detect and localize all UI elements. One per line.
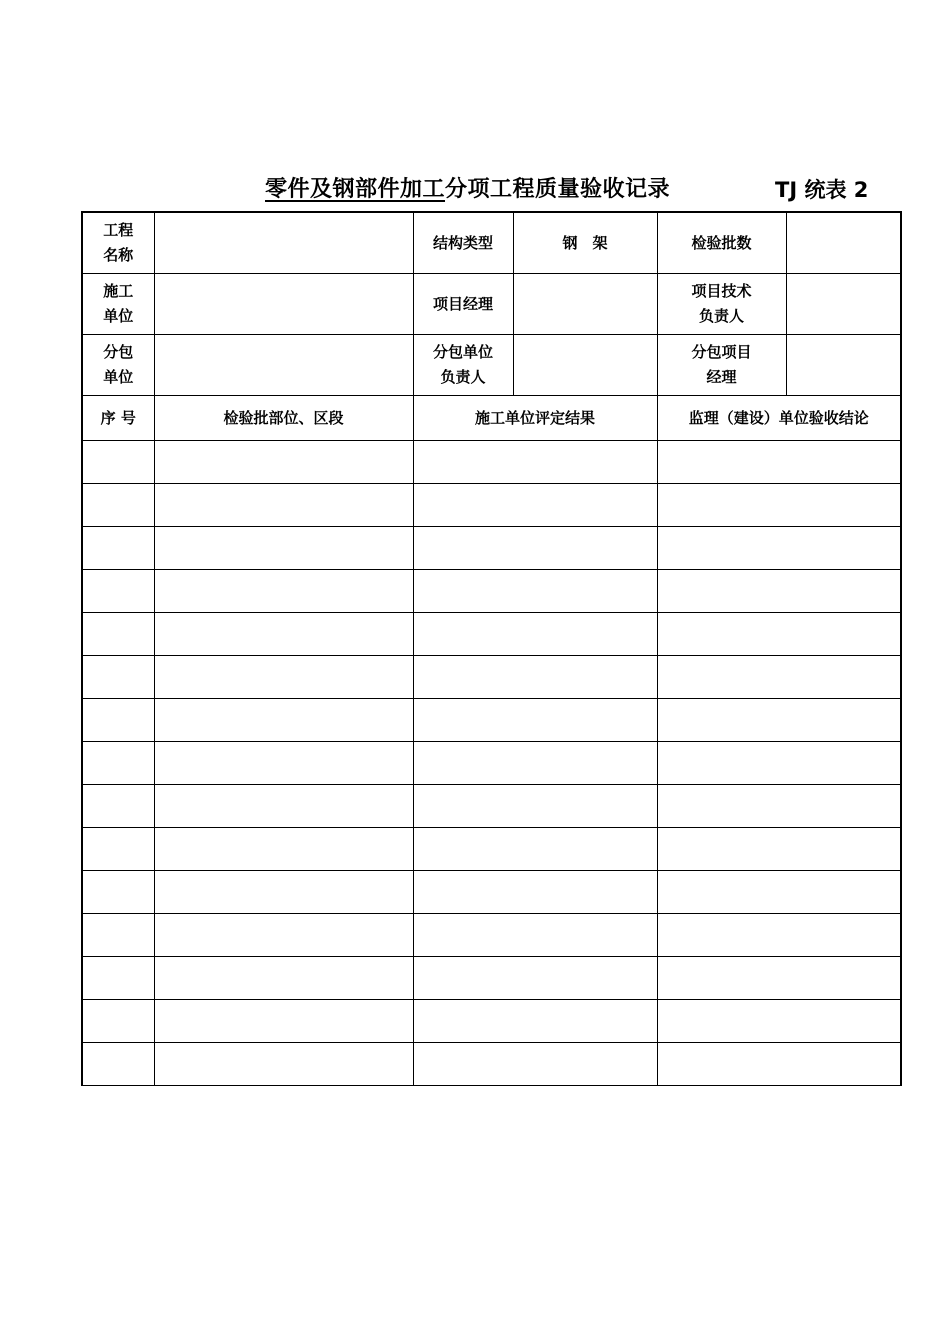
row-lot-location-cell[interactable]	[154, 914, 413, 957]
row-lot-location-cell[interactable]	[154, 828, 413, 871]
contractor-field[interactable]	[154, 274, 413, 335]
row-lot-location-cell[interactable]	[154, 957, 413, 1000]
row-lot-location-cell[interactable]	[154, 1000, 413, 1043]
row-contractor-result-cell[interactable]	[413, 441, 657, 484]
table-row	[82, 441, 901, 484]
row-supervisor-conclusion-cell[interactable]	[657, 441, 901, 484]
tech-lead-field[interactable]	[786, 274, 901, 335]
table-row	[82, 828, 901, 871]
row-seq-cell[interactable]	[82, 656, 154, 699]
table-row	[82, 570, 901, 613]
page-title	[265, 172, 670, 203]
table-row	[82, 613, 901, 656]
row-contractor-result-cell[interactable]	[413, 742, 657, 785]
row-contractor-result-cell[interactable]	[413, 699, 657, 742]
row-seq-cell[interactable]	[82, 1000, 154, 1043]
contractor-label: 施工 单位	[82, 274, 154, 335]
data-rows	[82, 441, 901, 1086]
row-supervisor-conclusion-cell[interactable]	[657, 527, 901, 570]
row-supervisor-conclusion-cell[interactable]	[657, 570, 901, 613]
row-lot-location-cell[interactable]	[154, 484, 413, 527]
row-lot-location-cell[interactable]	[154, 613, 413, 656]
structure-type-label: 结构类型	[413, 212, 513, 274]
row-seq-cell[interactable]	[82, 957, 154, 1000]
row-lot-location-cell[interactable]	[154, 656, 413, 699]
table-row	[82, 914, 901, 957]
row-seq-cell[interactable]	[82, 699, 154, 742]
row-contractor-result-cell[interactable]	[413, 484, 657, 527]
form-code: TJ 统表 2	[775, 178, 869, 202]
col-header-seq: 序 号	[82, 396, 154, 441]
row-seq-cell[interactable]	[82, 742, 154, 785]
table-row	[82, 957, 901, 1000]
row-supervisor-conclusion-cell[interactable]	[657, 871, 901, 914]
inspection-lot-count-label: 检验批数	[657, 212, 786, 274]
row-contractor-result-cell[interactable]	[413, 871, 657, 914]
project-name-label: 工程 名称	[82, 212, 154, 274]
sub-lead-field[interactable]	[513, 335, 657, 396]
table-row	[82, 742, 901, 785]
row-supervisor-conclusion-cell[interactable]	[657, 484, 901, 527]
row-seq-cell[interactable]	[82, 1043, 154, 1086]
inspection-lot-count-field[interactable]	[786, 212, 901, 274]
row-lot-location-cell[interactable]	[154, 699, 413, 742]
project-manager-label: 项目经理	[413, 274, 513, 335]
table-row	[82, 527, 901, 570]
table-row	[82, 656, 901, 699]
row-contractor-result-cell[interactable]	[413, 527, 657, 570]
sub-lead-label: 分包单位 负责人	[413, 335, 513, 396]
row-supervisor-conclusion-cell[interactable]	[657, 1043, 901, 1086]
row-seq-cell[interactable]	[82, 570, 154, 613]
row-seq-cell[interactable]	[82, 828, 154, 871]
row-lot-location-cell[interactable]	[154, 785, 413, 828]
table-row	[82, 785, 901, 828]
row-seq-cell[interactable]	[82, 613, 154, 656]
row-lot-location-cell[interactable]	[154, 742, 413, 785]
row-supervisor-conclusion-cell[interactable]	[657, 656, 901, 699]
row-supervisor-conclusion-cell[interactable]	[657, 699, 901, 742]
row-lot-location-cell[interactable]	[154, 871, 413, 914]
row-contractor-result-cell[interactable]	[413, 828, 657, 871]
row-supervisor-conclusion-cell[interactable]	[657, 914, 901, 957]
table-row	[82, 699, 901, 742]
sub-pm-label: 分包项目 经理	[657, 335, 786, 396]
row-lot-location-cell[interactable]	[154, 570, 413, 613]
row-supervisor-conclusion-cell[interactable]	[657, 742, 901, 785]
table-row	[82, 484, 901, 527]
table-row	[82, 1043, 901, 1086]
sub-pm-field[interactable]	[786, 335, 901, 396]
subcontractor-field[interactable]	[154, 335, 413, 396]
row-supervisor-conclusion-cell[interactable]	[657, 957, 901, 1000]
acceptance-record-table	[81, 211, 902, 1086]
row-seq-cell[interactable]	[82, 484, 154, 527]
col-header-supervisor-conclusion: 监理（建设）单位验收结论	[657, 396, 901, 441]
row-contractor-result-cell[interactable]	[413, 656, 657, 699]
row-supervisor-conclusion-cell[interactable]	[657, 613, 901, 656]
row-seq-cell[interactable]	[82, 871, 154, 914]
row-seq-cell[interactable]	[82, 441, 154, 484]
tech-lead-label: 项目技术 负责人	[657, 274, 786, 335]
row-contractor-result-cell[interactable]	[413, 613, 657, 656]
row-supervisor-conclusion-cell[interactable]	[657, 785, 901, 828]
row-contractor-result-cell[interactable]	[413, 957, 657, 1000]
project-manager-field[interactable]	[513, 274, 657, 335]
row-seq-cell[interactable]	[82, 527, 154, 570]
row-contractor-result-cell[interactable]	[413, 785, 657, 828]
table-row	[82, 1000, 901, 1043]
row-contractor-result-cell[interactable]	[413, 914, 657, 957]
project-name-field[interactable]	[154, 212, 413, 274]
subcontractor-label: 分包 单位	[82, 335, 154, 396]
title-rest: 分项工程质量验收记录	[445, 177, 671, 202]
col-header-lot-location: 检验批部位、区段	[154, 396, 413, 441]
row-lot-location-cell[interactable]	[154, 441, 413, 484]
row-seq-cell[interactable]	[82, 914, 154, 957]
table-row	[82, 871, 901, 914]
row-contractor-result-cell[interactable]	[413, 570, 657, 613]
structure-type-value[interactable]: 钢 架	[513, 212, 657, 274]
row-contractor-result-cell[interactable]	[413, 1000, 657, 1043]
row-supervisor-conclusion-cell[interactable]	[657, 828, 901, 871]
row-lot-location-cell[interactable]	[154, 527, 413, 570]
title-underlined: 零件及钢部件加工	[265, 177, 446, 202]
row-contractor-result-cell[interactable]	[413, 1043, 657, 1086]
row-seq-cell[interactable]	[82, 785, 154, 828]
col-header-contractor-result: 施工单位评定结果	[413, 396, 657, 441]
row-lot-location-cell[interactable]	[154, 1043, 413, 1086]
row-supervisor-conclusion-cell[interactable]	[657, 1000, 901, 1043]
